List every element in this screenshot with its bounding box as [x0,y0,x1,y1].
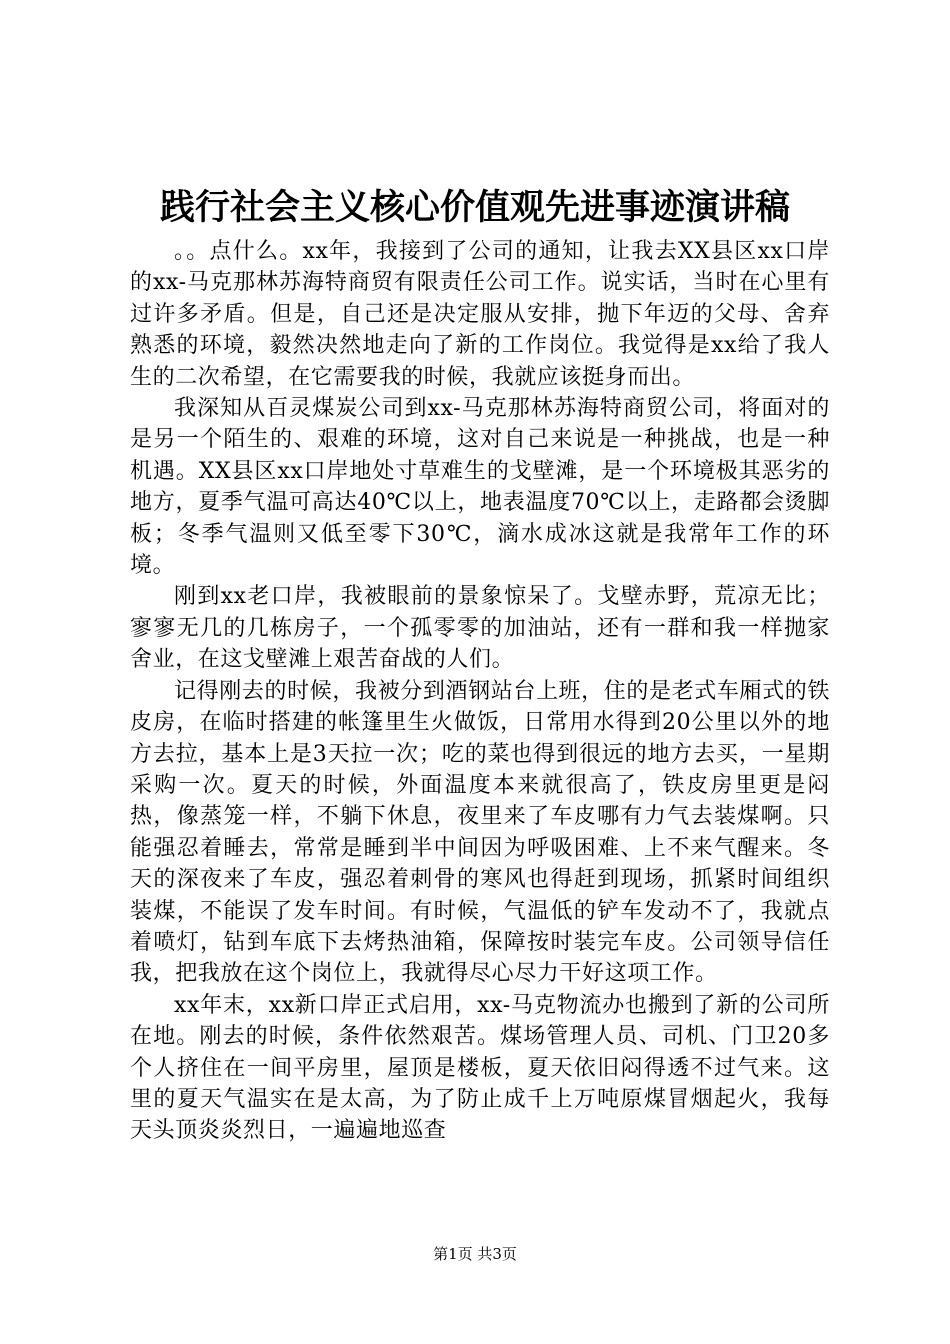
paragraph-1: 。。点什么。xx年，我接到了公司的通知，让我去XX县区xx口岸的xx-马克那林苏海特商贸有限责任公司工作。说实话，当时在心里有过许多矛盾。但是，自己还是决定服从安排，抛下年迈的父母、舍弃熟悉的环境，毅然决然地走向了新的工作岗位。我觉得是xx给了我人生的二次希望，在它需要我的时候，我就应该挺身而出。 [130,239,830,390]
paragraph-5: xx年末，xx新口岸正式启用，xx-马克物流办也搬到了新的公司所在地。刚去的时候，条件依然艰苦。煤场管理人员、司机、门卫20多个人挤住在一间平房里，屋顶是楼板，夏天依旧闷得透不过气来。这里的夏天气温实在是太高，为了防止成千上万吨原煤冒烟起火，我每天头顶炎炎烈日，一遍遍地巡查 [130,992,830,1144]
paragraph-2: 我深知从百灵煤炭公司到xx-马克那林苏海特商贸公司，将面对的是另一个陌生的、艰难的环境，这对自己来说是一种挑战，也是一种机遇。XX县区xx口岸地处寸草难生的戈壁滩，是一个环境极其恶劣的地方，夏季气温可高达40℃以上，地表温度70℃以上，走路都会烫脚板；冬季气温则又低至零下30℃，滴水成冰这就是我常年工作的环境。 [130,396,830,579]
document-body [130,236,830,1196]
paragraph-3: 刚到xx老口岸，我被眼前的景象惊呆了。戈壁赤野，荒凉无比；寥寥无几的几栋房子，一个孤零零的加油站，还有一群和我一样抛家舍业，在这戈壁滩上艰苦奋战的人们。 [130,584,830,673]
paragraph-4: 记得刚去的时候，我被分到酒钢站台上班，住的是老式车厢式的铁皮房，在临时搭建的帐篷里生火做饭，日常用水得到20公里以外的地方去拉，基本上是3天拉一次；吃的菜也得到很远的地方去买，一星期采购一次。夏天的时候，外面温度本来就很高了，铁皮房里更是闷热，像蒸笼一样，不躺下休息，夜里来了车皮哪有力气去装煤啊。只能强忍着睡去，常常是睡到半中间因为呼吸困难、上不来气醒来。冬天的深夜来了车皮，强忍着刺骨的寒风也得赶到现场，抓紧时间组织装煤，不能误了发车时间。有时候，气温低的铲车发动不了，我就点着喷灯，钻到车底下去烤热油箱，保障按时装完车皮。公司领导信任我，把我放在这个岗位上，我就得尽心尽力干好这项工作。 [130,678,830,987]
document-title: 践行社会主义核心价值观先进事迹演讲稿 [159,187,790,228]
page-footer: 第1页 共3页 [433,1245,517,1263]
